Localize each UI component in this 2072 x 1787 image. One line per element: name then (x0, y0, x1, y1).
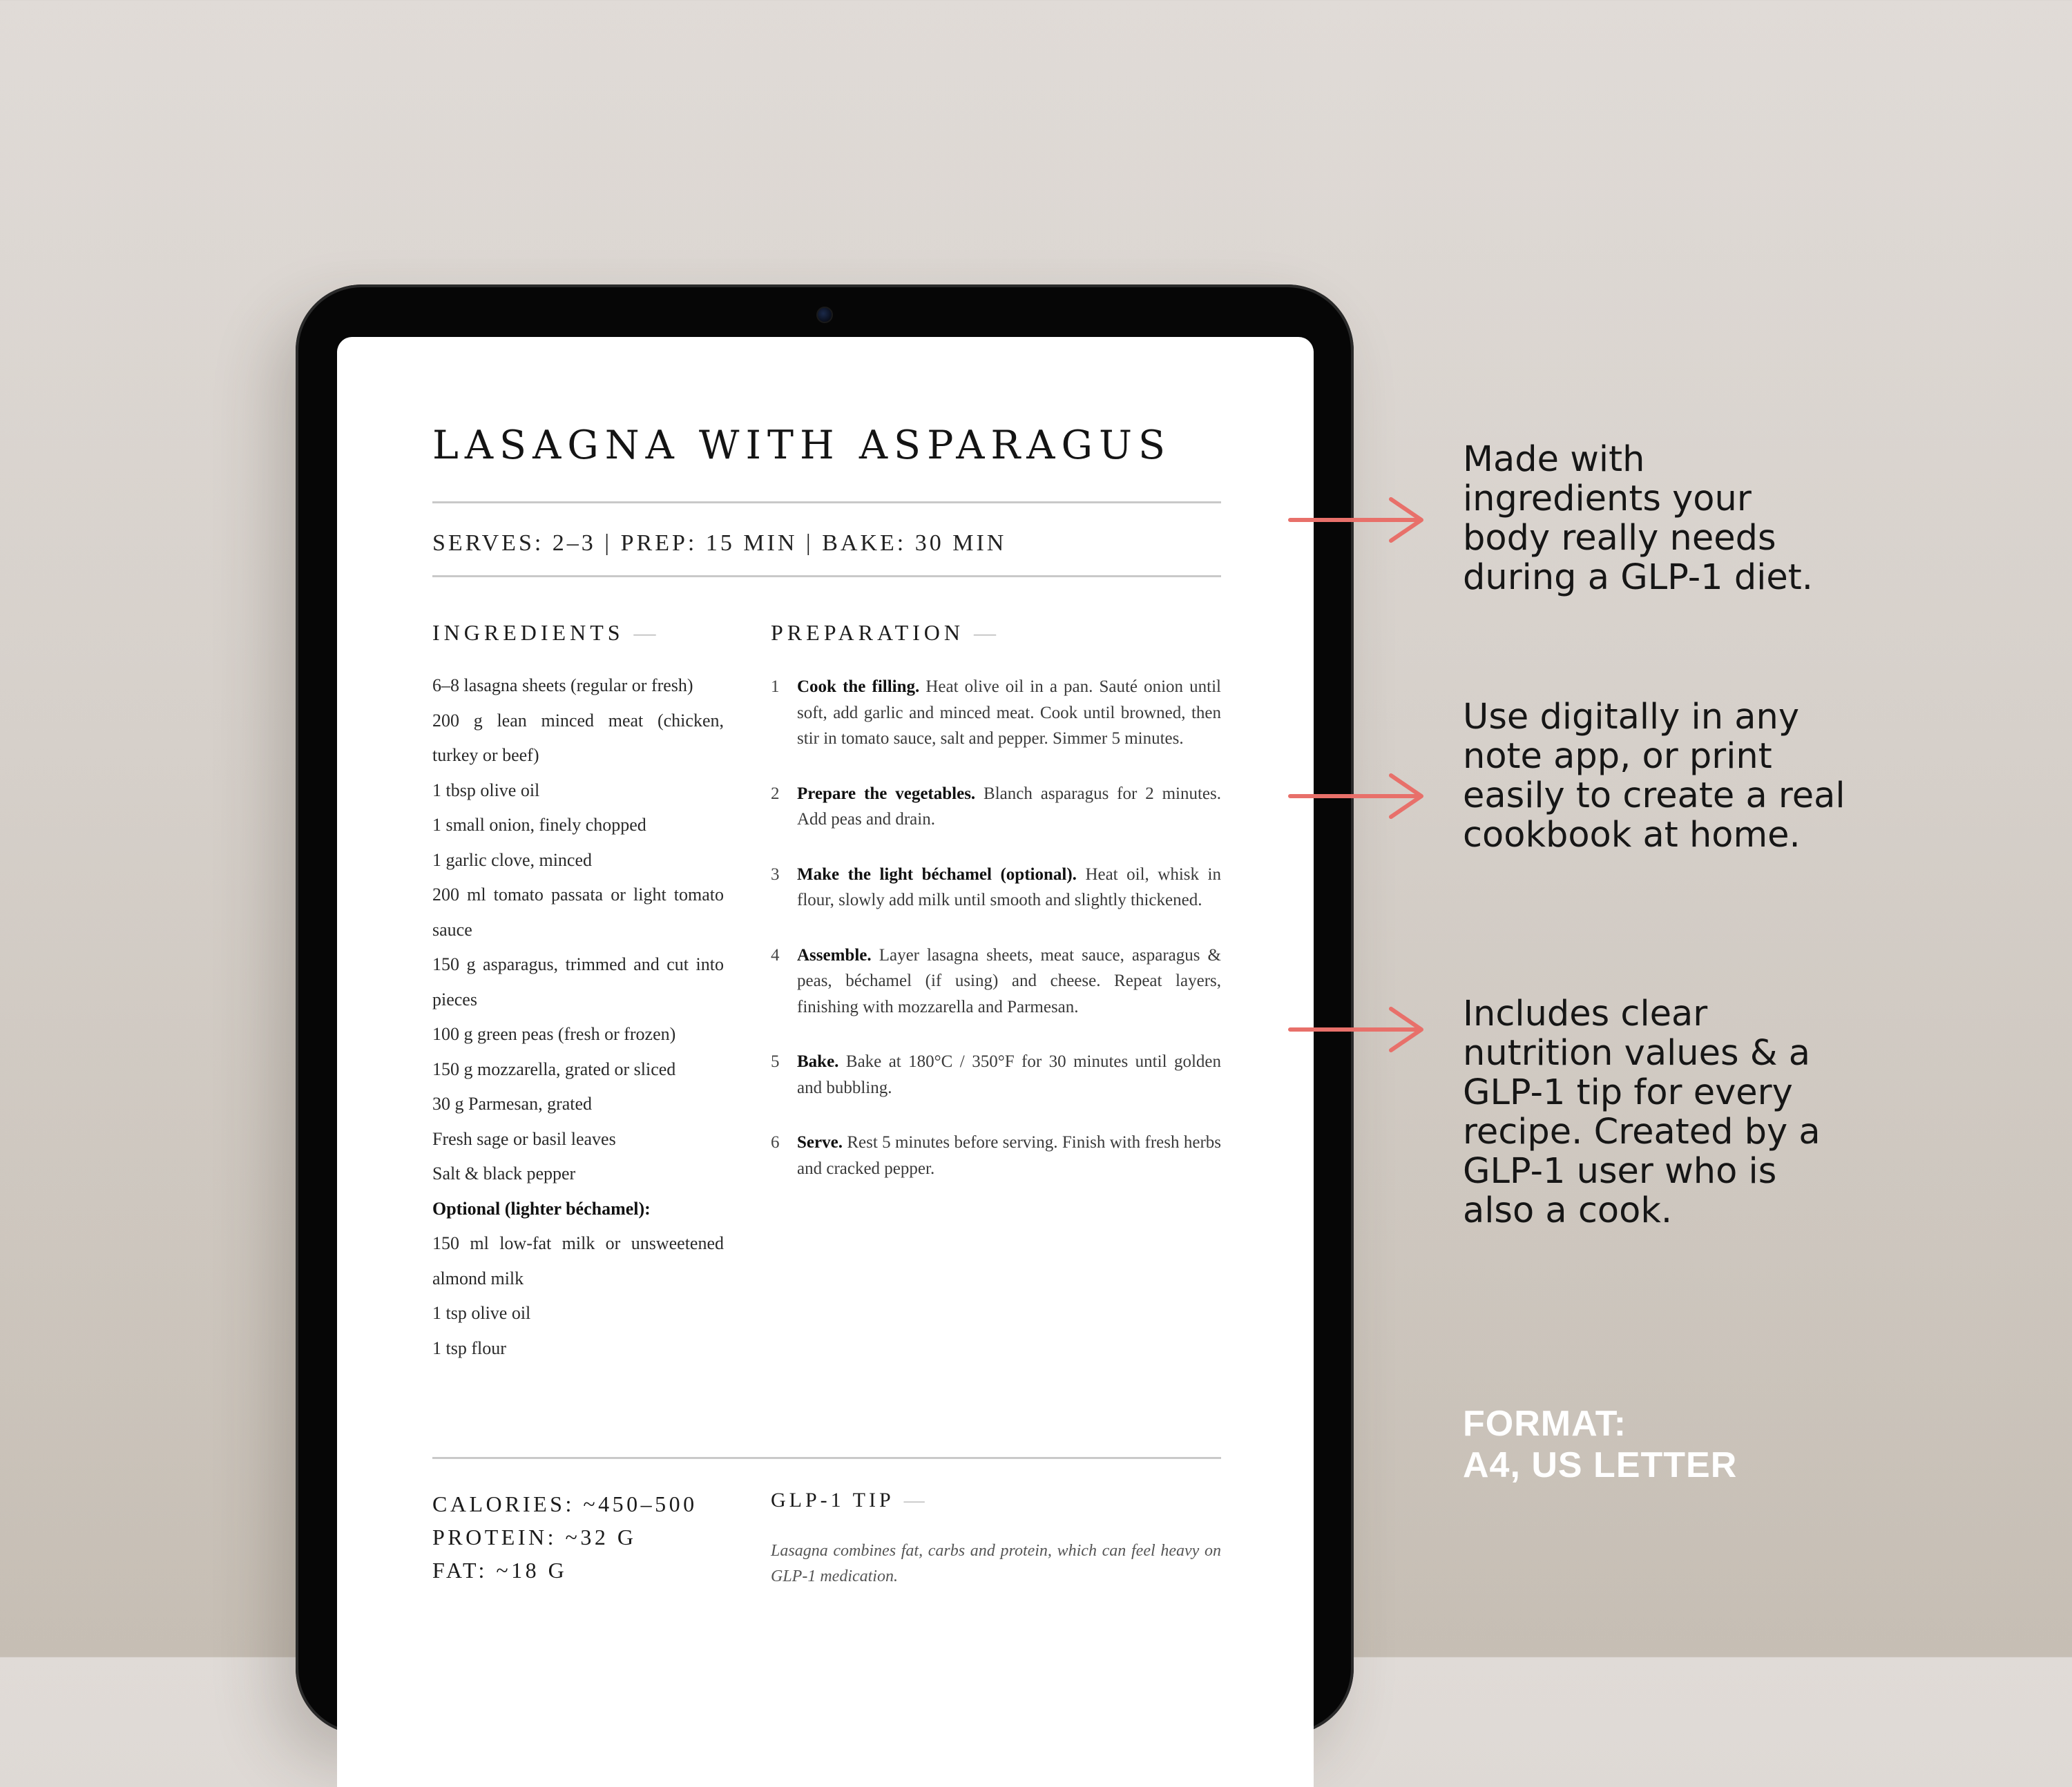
ingredient-item: 1 tbsp olive oil (432, 780, 540, 800)
footer-divider (432, 1457, 1221, 1459)
ingredient-item: 200 g lean minced meat (chicken, turkey or beef) (432, 710, 724, 765)
preparation-step (771, 1049, 1221, 1101)
preparation-step (771, 862, 1221, 914)
step-text: Rest 5 minutes before serving. Finish with fresh herbs and cracked pepper. (797, 1133, 1221, 1178)
step-number: 6 (771, 1133, 780, 1152)
preparation-step (771, 1130, 1221, 1181)
preparation-step (771, 674, 1221, 752)
glp1-tip-heading-text: GLP-1 TIP (771, 1489, 894, 1511)
step-title: Bake. (797, 1052, 839, 1071)
callout-ingredients: Made with ingredients your body really needs during a GLP-1 diet. (1463, 439, 1813, 598)
step-number: 1 (771, 677, 780, 696)
heading-dash: — (973, 620, 996, 645)
preparation-steps (771, 674, 1221, 1210)
ingredients-heading-text: INGREDIENTS (432, 620, 624, 645)
ingredient-item: 200 ml tomato passata or light tomato sauce (432, 885, 724, 940)
recipe-title: LASAGNA WITH ASPARAGUS (432, 423, 1172, 468)
step-title: Assemble. (797, 945, 872, 965)
callout-nutrition: Includes clear nutrition values & a GLP-1 tip for every recipe. Created by a GLP-1 user who is also a cook. (1463, 994, 1821, 1231)
step-title: Cook the filling. (797, 677, 920, 696)
nutrition-calories: CALORIES: ~450–500 (432, 1491, 698, 1516)
nutrition-fat: FAT: ~18 G (432, 1558, 568, 1583)
step-title: Prepare the vegetables. (797, 784, 976, 803)
step-title: Make the light béchamel (optional). (797, 864, 1077, 884)
ingredient-item: 150 g asparagus, trimmed and cut into pieces (432, 954, 724, 1010)
ingredient-item: Salt & black pepper (432, 1163, 576, 1184)
step-text: Blanch asparagus for 2 minutes. Add peas and drain. (797, 784, 1221, 829)
step-number: 4 (771, 945, 780, 965)
ingredient-item: Fresh sage or basil leaves (432, 1128, 616, 1149)
ingredient-item: 1 garlic clove, minced (432, 849, 593, 870)
ingredients-heading (432, 620, 656, 646)
ingredient-item: 30 g Parmesan, grated (432, 1094, 593, 1114)
ingredient-item: 1 small onion, finely chopped (432, 815, 646, 835)
step-text: Layer lasagna sheets, meat sauce, asparagus & peas, béchamel (if using) and cheese. Repeat layers, finishing with mozzarella and Parmesan. (797, 945, 1222, 1016)
format-info (1463, 1403, 1737, 1486)
ingredient-item: 6–8 lasagna sheets (regular or fresh) (432, 675, 693, 695)
nutrition-protein: PROTEIN: ~32 G (432, 1525, 637, 1549)
arrow-right-icon (1287, 772, 1426, 820)
preparation-step (771, 943, 1221, 1021)
ingredient-item: 150 g mozzarella, grated or sliced (432, 1059, 676, 1079)
arrow-right-icon (1287, 1005, 1426, 1054)
format-value: A4, US LETTER (1463, 1445, 1738, 1485)
step-text: Bake at 180°C / 350°F for 30 minutes until golden and bubbling. (797, 1052, 1222, 1097)
camera-icon (816, 307, 833, 323)
step-number: 5 (771, 1052, 780, 1071)
step-text: Heat olive oil in a pan. Sauté onion until soft, add garlic and minced meat. Cook until browned, then stir in tomato sauce, salt and pepper. Simmer 5 minutes. (797, 677, 1222, 748)
step-title: Serve. (797, 1133, 843, 1152)
step-text: Heat oil, whisk in flour, slowly add milk until smooth and slightly thickened. (797, 864, 1221, 909)
ingredient-item: 1 tsp flour (432, 1337, 506, 1358)
ingredient-item: 1 tsp olive oil (432, 1303, 531, 1323)
callout-digital-print: Use digitally in any note app, or print easily to create a real cookbook at home. (1463, 697, 1845, 856)
ingredients-subheading: Optional (lighter béchamel): (432, 1198, 651, 1219)
tablet-device (296, 284, 1354, 1735)
preparation-heading (771, 620, 996, 646)
ingredient-item: 100 g green peas (fresh or frozen) (432, 1024, 676, 1044)
preparation-heading-text: PREPARATION (771, 620, 964, 645)
ingredients-list (432, 668, 724, 1366)
ingredient-item: 150 ml low-fat milk or unsweetened almond milk (432, 1233, 724, 1288)
nutrition-values (432, 1487, 698, 1587)
heading-dash: — (633, 620, 656, 645)
step-number: 2 (771, 784, 780, 803)
title-divider (432, 501, 1221, 503)
format-label: FORMAT: (1463, 1404, 1627, 1444)
glp1-tip-heading (771, 1489, 925, 1512)
tablet-screen (337, 337, 1314, 1787)
heading-dash: — (903, 1489, 925, 1511)
recipe-meta: SERVES: 2–3 | PREP: 15 MIN | BAKE: 30 MIN (432, 530, 1007, 556)
step-number: 3 (771, 864, 780, 884)
preparation-step (771, 781, 1221, 833)
glp1-tip-text: Lasagna combines fat, carbs and protein, which can feel heavy on GLP-1 medication. (771, 1542, 1221, 1585)
arrow-right-icon (1287, 496, 1426, 544)
meta-divider (432, 575, 1221, 577)
